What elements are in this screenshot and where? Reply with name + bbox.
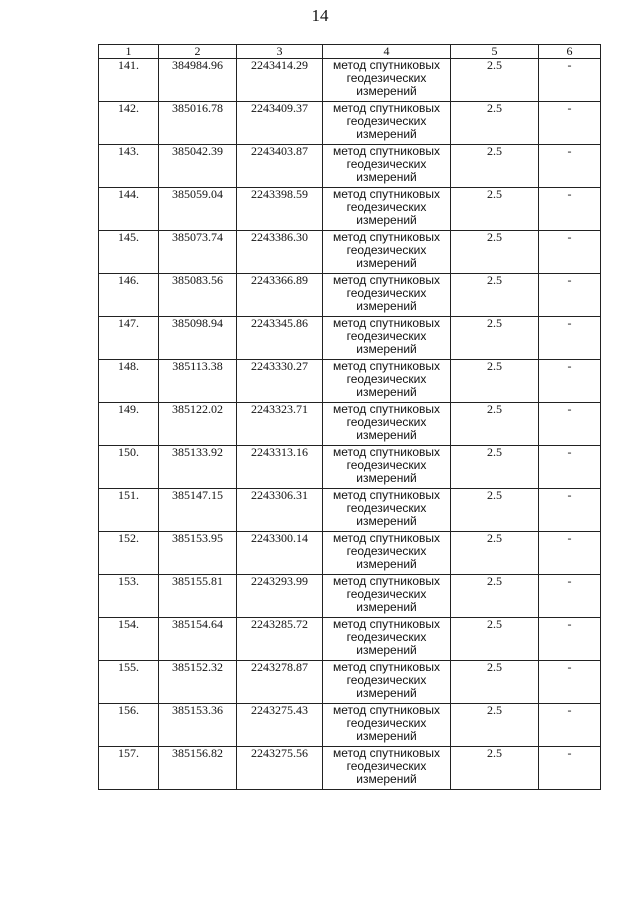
note-cell: - (539, 618, 601, 661)
note-cell: - (539, 360, 601, 403)
x-coordinate-cell: 385155.81 (159, 575, 237, 618)
accuracy-cell: 2.5 (451, 59, 539, 102)
method-cell: метод спутниковых геодезических измерений (323, 575, 451, 618)
page-number: 14 (311, 6, 329, 25)
x-coordinate-cell: 385016.78 (159, 102, 237, 145)
table-row (99, 446, 601, 489)
x-coordinate-cell: 385147.15 (159, 489, 237, 532)
accuracy-cell: 2.5 (451, 575, 539, 618)
note-cell: - (539, 661, 601, 704)
x-coordinate-cell: 385133.92 (159, 446, 237, 489)
note-cell: - (539, 747, 601, 790)
table-row (99, 704, 601, 747)
point-number-cell: 146. (99, 274, 159, 317)
point-number-cell: 147. (99, 317, 159, 360)
method-cell: метод спутниковых геодезических измерений (323, 704, 451, 747)
point-number-cell: 152. (99, 532, 159, 575)
method-cell: метод спутниковых геодезических измерений (323, 188, 451, 231)
accuracy-cell: 2.5 (451, 188, 539, 231)
note-cell: - (539, 575, 601, 618)
note-cell: - (539, 489, 601, 532)
table-row (99, 532, 601, 575)
point-number-cell: 153. (99, 575, 159, 618)
y-coordinate-cell: 2243409.37 (237, 102, 323, 145)
table-row (99, 360, 601, 403)
header-col-1: 1 (99, 45, 159, 59)
accuracy-cell: 2.5 (451, 231, 539, 274)
point-number-cell: 149. (99, 403, 159, 446)
note-cell: - (539, 317, 601, 360)
table-row (99, 59, 601, 102)
point-number-cell: 155. (99, 661, 159, 704)
table-row (99, 102, 601, 145)
method-cell: метод спутниковых геодезических измерений (323, 360, 451, 403)
y-coordinate-cell: 2243414.29 (237, 59, 323, 102)
accuracy-cell: 2.5 (451, 489, 539, 532)
method-cell: метод спутниковых геодезических измерений (323, 532, 451, 575)
y-coordinate-cell: 2243345.86 (237, 317, 323, 360)
accuracy-cell: 2.5 (451, 704, 539, 747)
x-coordinate-cell: 385113.38 (159, 360, 237, 403)
x-coordinate-cell: 385073.74 (159, 231, 237, 274)
x-coordinate-cell: 385153.95 (159, 532, 237, 575)
coordinates-table (98, 44, 601, 790)
header-col-3: 3 (237, 45, 323, 59)
y-coordinate-cell: 2243278.87 (237, 661, 323, 704)
table-row (99, 575, 601, 618)
accuracy-cell: 2.5 (451, 747, 539, 790)
accuracy-cell: 2.5 (451, 145, 539, 188)
accuracy-cell: 2.5 (451, 102, 539, 145)
x-coordinate-cell: 385042.39 (159, 145, 237, 188)
x-coordinate-cell: 385098.94 (159, 317, 237, 360)
y-coordinate-cell: 2243275.43 (237, 704, 323, 747)
x-coordinate-cell: 384984.96 (159, 59, 237, 102)
table-row (99, 618, 601, 661)
y-coordinate-cell: 2243366.89 (237, 274, 323, 317)
point-number-cell: 156. (99, 704, 159, 747)
point-number-cell: 143. (99, 145, 159, 188)
accuracy-cell: 2.5 (451, 618, 539, 661)
y-coordinate-cell: 2243398.59 (237, 188, 323, 231)
point-number-cell: 141. (99, 59, 159, 102)
method-cell: метод спутниковых геодезических измерений (323, 489, 451, 532)
note-cell: - (539, 704, 601, 747)
point-number-cell: 148. (99, 360, 159, 403)
method-cell: метод спутниковых геодезических измерений (323, 403, 451, 446)
table-row (99, 661, 601, 704)
y-coordinate-cell: 2243285.72 (237, 618, 323, 661)
note-cell: - (539, 274, 601, 317)
method-cell: метод спутниковых геодезических измерений (323, 231, 451, 274)
y-coordinate-cell: 2243300.14 (237, 532, 323, 575)
point-number-cell: 145. (99, 231, 159, 274)
method-cell: метод спутниковых геодезических измерений (323, 274, 451, 317)
point-number-cell: 142. (99, 102, 159, 145)
point-number-cell: 157. (99, 747, 159, 790)
table-row (99, 403, 601, 446)
y-coordinate-cell: 2243313.16 (237, 446, 323, 489)
accuracy-cell: 2.5 (451, 532, 539, 575)
point-number-cell: 154. (99, 618, 159, 661)
y-coordinate-cell: 2243323.71 (237, 403, 323, 446)
note-cell: - (539, 532, 601, 575)
x-coordinate-cell: 385122.02 (159, 403, 237, 446)
table-row (99, 317, 601, 360)
accuracy-cell: 2.5 (451, 446, 539, 489)
accuracy-cell: 2.5 (451, 661, 539, 704)
header-col-2: 2 (159, 45, 237, 59)
note-cell: - (539, 145, 601, 188)
method-cell: метод спутниковых геодезических измерений (323, 446, 451, 489)
x-coordinate-cell: 385059.04 (159, 188, 237, 231)
note-cell: - (539, 188, 601, 231)
header-col-5: 5 (451, 45, 539, 59)
header-col-4: 4 (323, 45, 451, 59)
y-coordinate-cell: 2243330.27 (237, 360, 323, 403)
method-cell: метод спутниковых геодезических измерений (323, 661, 451, 704)
y-coordinate-cell: 2243386.30 (237, 231, 323, 274)
point-number-cell: 144. (99, 188, 159, 231)
method-cell: метод спутниковых геодезических измерений (323, 145, 451, 188)
note-cell: - (539, 102, 601, 145)
table-row (99, 747, 601, 790)
y-coordinate-cell: 2243306.31 (237, 489, 323, 532)
x-coordinate-cell: 385083.56 (159, 274, 237, 317)
note-cell: - (539, 59, 601, 102)
table-row (99, 188, 601, 231)
accuracy-cell: 2.5 (451, 274, 539, 317)
note-cell: - (539, 231, 601, 274)
method-cell: метод спутниковых геодезических измерений (323, 102, 451, 145)
y-coordinate-cell: 2243293.99 (237, 575, 323, 618)
table-row (99, 145, 601, 188)
header-col-6: 6 (539, 45, 601, 59)
accuracy-cell: 2.5 (451, 403, 539, 446)
note-cell: - (539, 446, 601, 489)
x-coordinate-cell: 385153.36 (159, 704, 237, 747)
accuracy-cell: 2.5 (451, 317, 539, 360)
x-coordinate-cell: 385152.32 (159, 661, 237, 704)
x-coordinate-cell: 385154.64 (159, 618, 237, 661)
accuracy-cell: 2.5 (451, 360, 539, 403)
method-cell: метод спутниковых геодезических измерений (323, 747, 451, 790)
note-cell: - (539, 403, 601, 446)
x-coordinate-cell: 385156.82 (159, 747, 237, 790)
table-row (99, 489, 601, 532)
method-cell: метод спутниковых геодезических измерений (323, 59, 451, 102)
y-coordinate-cell: 2243275.56 (237, 747, 323, 790)
table-row (99, 274, 601, 317)
table-row (99, 231, 601, 274)
table-header-row (99, 45, 601, 59)
point-number-cell: 151. (99, 489, 159, 532)
method-cell: метод спутниковых геодезических измерений (323, 618, 451, 661)
y-coordinate-cell: 2243403.87 (237, 145, 323, 188)
point-number-cell: 150. (99, 446, 159, 489)
method-cell: метод спутниковых геодезических измерений (323, 317, 451, 360)
